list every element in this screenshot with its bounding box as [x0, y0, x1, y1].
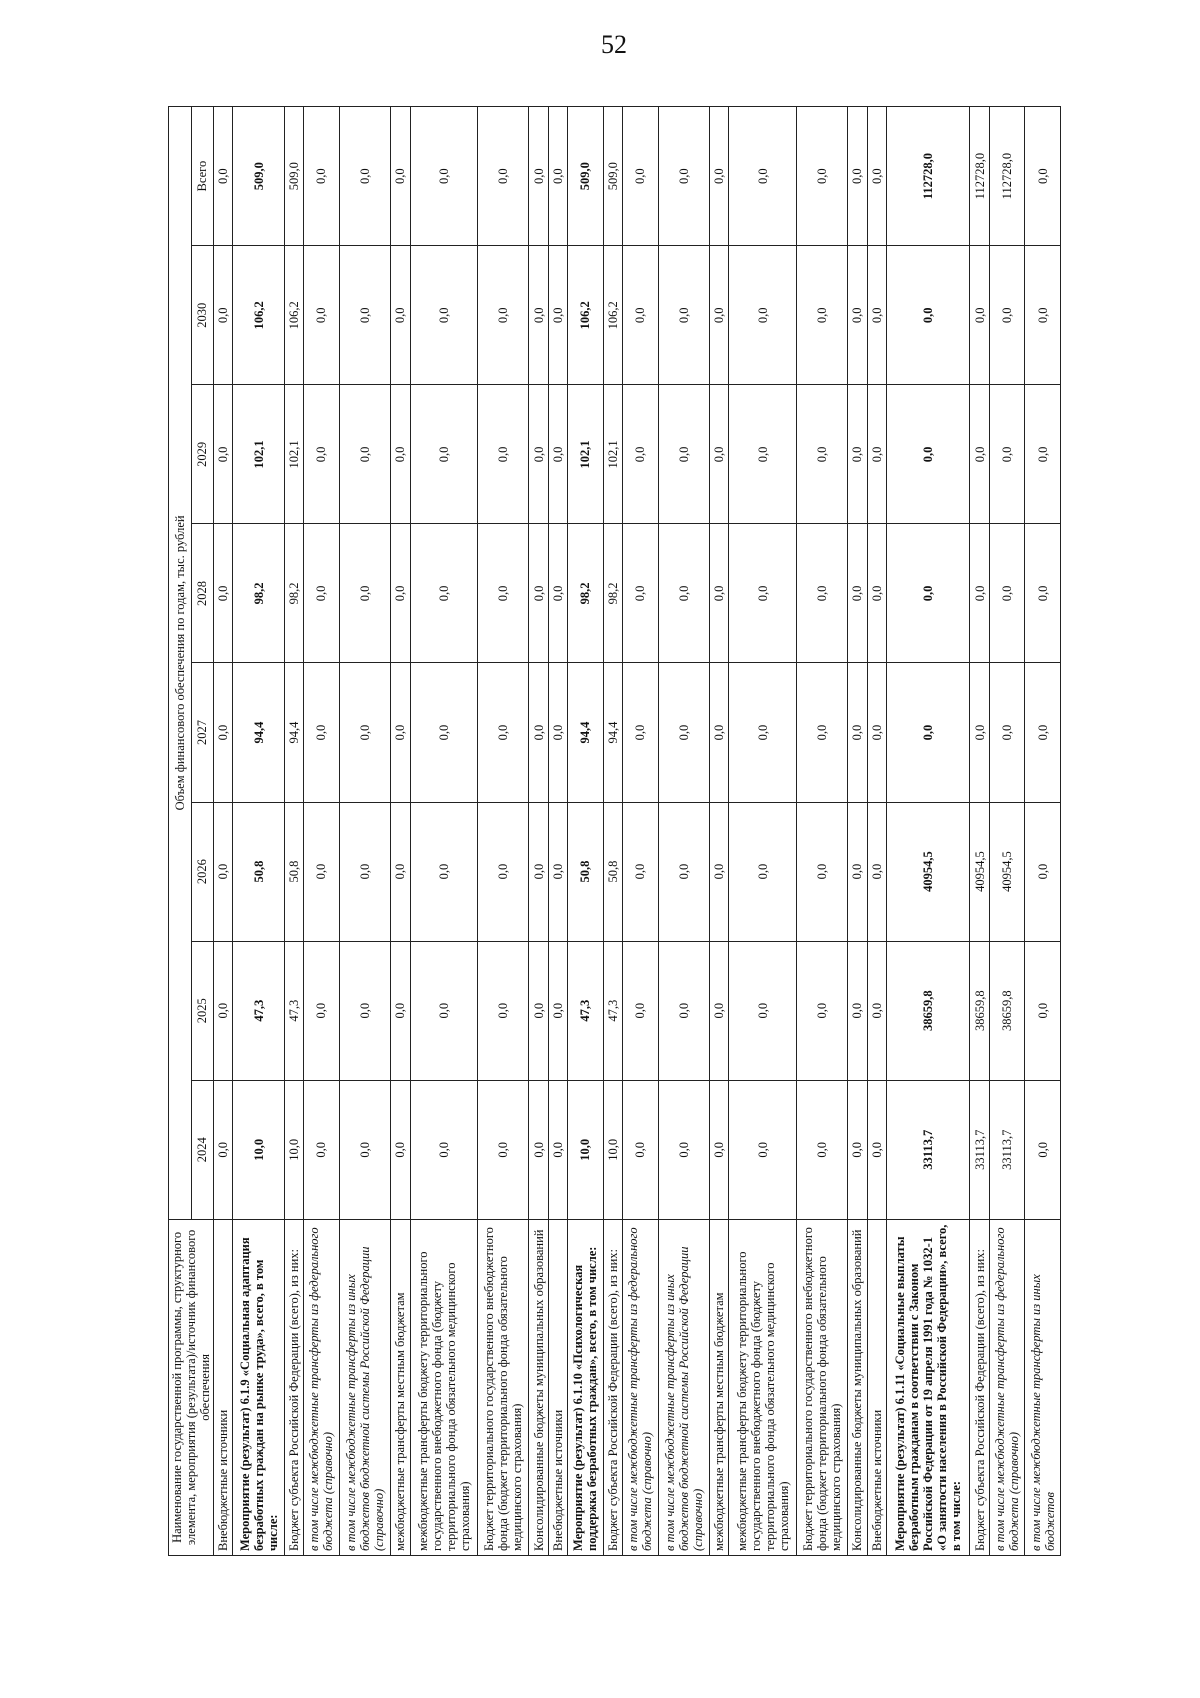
row-value: 0,0 — [214, 246, 233, 385]
row-value: 0,0 — [391, 246, 410, 385]
row-value: 10,0 — [568, 1080, 603, 1219]
row-value: 102,1 — [603, 385, 622, 524]
row-value: 0,0 — [658, 802, 709, 941]
row-value: 0,0 — [796, 802, 847, 941]
row-value: 47,3 — [568, 941, 603, 1080]
row-value: 0,0 — [989, 524, 1024, 663]
row-value: 0,0 — [410, 246, 477, 385]
header-year: 2025 — [191, 941, 214, 1080]
row-label: межбюджетные трансферты бюджету территориального государственного внебюджетного фонда (бюджету территориального фонда обязательного медицинского страхования) — [410, 1219, 477, 1555]
row-value: 0,0 — [867, 941, 886, 1080]
row-value: 0,0 — [339, 1080, 390, 1219]
row-value: 0,0 — [796, 524, 847, 663]
row-value: 112728,0 — [970, 107, 989, 246]
row-value: 0,0 — [623, 107, 658, 246]
row-label: Внебюджетные источники — [867, 1219, 886, 1555]
row-value: 0,0 — [548, 802, 567, 941]
row-value: 10,0 — [233, 1080, 284, 1219]
row-value: 50,8 — [284, 802, 303, 941]
row-value: 0,0 — [214, 107, 233, 246]
row-value: 40954,5 — [887, 802, 970, 941]
table-row — [304, 107, 339, 1556]
row-value: 0,0 — [848, 802, 867, 941]
row-value: 0,0 — [709, 1080, 728, 1219]
table-row — [796, 107, 847, 1556]
row-value: 10,0 — [603, 1080, 622, 1219]
row-value: 0,0 — [989, 246, 1024, 385]
table-row — [867, 107, 886, 1556]
row-value: 50,8 — [233, 802, 284, 941]
row-value: 0,0 — [391, 941, 410, 1080]
row-value: 0,0 — [623, 246, 658, 385]
row-value: 94,4 — [284, 663, 303, 802]
row-value: 0,0 — [658, 663, 709, 802]
row-value: 0,0 — [477, 107, 528, 246]
row-value: 0,0 — [887, 663, 970, 802]
rotated-table-container — [168, 106, 1057, 1556]
row-value: 0,0 — [339, 663, 390, 802]
row-value: 0,0 — [796, 107, 847, 246]
row-value: 0,0 — [304, 1080, 339, 1219]
row-value: 0,0 — [709, 663, 728, 802]
row-value: 102,1 — [284, 385, 303, 524]
row-value: 0,0 — [477, 524, 528, 663]
row-value: 0,0 — [1025, 246, 1061, 385]
row-value: 0,0 — [887, 246, 970, 385]
row-value: 0,0 — [410, 802, 477, 941]
row-value: 0,0 — [623, 802, 658, 941]
row-label: Внебюджетные источники — [548, 1219, 567, 1555]
row-value: 0,0 — [391, 1080, 410, 1219]
row-value: 0,0 — [796, 663, 847, 802]
row-label: в том числе межбюджетные трансферты из иных бюджетов — [1025, 1219, 1061, 1555]
row-value: 0,0 — [339, 385, 390, 524]
row-value: 33113,7 — [887, 1080, 970, 1219]
row-value: 0,0 — [989, 663, 1024, 802]
row-value: 0,0 — [304, 802, 339, 941]
row-value: 0,0 — [709, 802, 728, 941]
row-value: 0,0 — [848, 524, 867, 663]
row-value: 0,0 — [709, 246, 728, 385]
row-value: 0,0 — [867, 802, 886, 941]
row-value: 0,0 — [887, 524, 970, 663]
row-value: 0,0 — [709, 385, 728, 524]
table-row — [729, 107, 796, 1556]
row-label: Консолидированные бюджеты муниципальных образований — [529, 1219, 548, 1555]
row-value: 0,0 — [410, 524, 477, 663]
row-value: 0,0 — [658, 246, 709, 385]
row-value: 0,0 — [729, 524, 796, 663]
row-value: 0,0 — [529, 802, 548, 941]
row-value: 0,0 — [1025, 107, 1061, 246]
row-value: 0,0 — [709, 941, 728, 1080]
row-value: 0,0 — [1025, 941, 1061, 1080]
row-value: 0,0 — [729, 1080, 796, 1219]
header-year: 2027 — [191, 663, 214, 802]
row-value: 0,0 — [867, 524, 886, 663]
row-value: 0,0 — [658, 941, 709, 1080]
row-value: 112728,0 — [989, 107, 1024, 246]
table-row — [603, 107, 622, 1556]
table-row — [410, 107, 477, 1556]
row-value: 0,0 — [477, 663, 528, 802]
row-value: 40954,5 — [970, 802, 989, 941]
row-value: 0,0 — [658, 524, 709, 663]
row-value: 0,0 — [529, 524, 548, 663]
financing-table — [168, 106, 1061, 1556]
row-value: 0,0 — [623, 941, 658, 1080]
row-value: 0,0 — [529, 941, 548, 1080]
row-value: 0,0 — [623, 524, 658, 663]
row-value: 0,0 — [970, 663, 989, 802]
table-row — [848, 107, 867, 1556]
row-value: 0,0 — [391, 524, 410, 663]
row-value: 0,0 — [848, 385, 867, 524]
page-number: 52 — [601, 30, 627, 59]
row-label: Мероприятие (результат) 6.1.10 «Психологическая поддержка безработных граждан», всего, в том числе: — [568, 1219, 603, 1555]
row-value: 0,0 — [391, 802, 410, 941]
row-value: 38659,8 — [887, 941, 970, 1080]
row-value: 0,0 — [410, 1080, 477, 1219]
row-value: 0,0 — [729, 107, 796, 246]
row-value: 94,4 — [233, 663, 284, 802]
row-value: 0,0 — [658, 107, 709, 246]
row-value: 0,0 — [796, 246, 847, 385]
table-row — [658, 107, 709, 1556]
row-value: 33113,7 — [989, 1080, 1024, 1219]
table-row — [989, 107, 1024, 1556]
row-value: 0,0 — [304, 524, 339, 663]
row-value: 0,0 — [477, 1080, 528, 1219]
row-value: 0,0 — [214, 524, 233, 663]
header-year: 2029 — [191, 385, 214, 524]
row-value: 0,0 — [214, 385, 233, 524]
row-label: в том числе межбюджетные трансферты из федерального бюджета (справочно) — [304, 1219, 339, 1555]
row-value: 0,0 — [339, 524, 390, 663]
row-value: 106,2 — [603, 246, 622, 385]
row-value: 0,0 — [867, 1080, 886, 1219]
row-value: 0,0 — [339, 802, 390, 941]
row-value: 106,2 — [568, 246, 603, 385]
row-value: 0,0 — [729, 802, 796, 941]
row-label: Бюджет субъекта Российской Федерации (всего), из них: — [970, 1219, 989, 1555]
row-value: 38659,8 — [970, 941, 989, 1080]
row-value: 0,0 — [989, 385, 1024, 524]
row-value: 0,0 — [304, 246, 339, 385]
table-row — [391, 107, 410, 1556]
row-label: Мероприятие (результат) 6.1.9 «Социальная адаптация безработных граждан на рынке труда», всего, в том числе: — [233, 1219, 284, 1555]
row-value: 50,8 — [603, 802, 622, 941]
row-value: 0,0 — [339, 941, 390, 1080]
row-value: 94,4 — [603, 663, 622, 802]
row-label: Мероприятие (результат) 6.1.11 «Социальные выплаты безработным гражданам в соответствии с Законом Российской Федерации от 19 апреля 1991 года № 1032-1 «О занятости населения в Российской Федерации», всего, в том числе: — [887, 1219, 970, 1555]
row-value: 0,0 — [887, 385, 970, 524]
row-value: 0,0 — [410, 385, 477, 524]
row-value: 0,0 — [970, 524, 989, 663]
row-value: 0,0 — [848, 663, 867, 802]
table-row — [568, 107, 603, 1556]
row-value: 509,0 — [568, 107, 603, 246]
row-value: 0,0 — [796, 941, 847, 1080]
row-value: 0,0 — [410, 941, 477, 1080]
row-value: 0,0 — [848, 107, 867, 246]
row-value: 0,0 — [529, 1080, 548, 1219]
table-row — [529, 107, 548, 1556]
row-label: в том числе межбюджетные трансферты из иных бюджетов бюджетной системы Российской Федерации (справочно) — [658, 1219, 709, 1555]
table-row — [548, 107, 567, 1556]
row-value: 0,0 — [796, 1080, 847, 1219]
row-value: 0,0 — [729, 246, 796, 385]
row-label: Бюджет территориального государственного внебюджетного фонда (бюджет территориального фонда обязательного медицинского страхования) — [477, 1219, 528, 1555]
row-label: Консолидированные бюджеты муниципальных образований — [848, 1219, 867, 1555]
row-value: 0,0 — [623, 385, 658, 524]
row-label: межбюджетные трансферты местным бюджетам — [709, 1219, 728, 1555]
row-value: 0,0 — [1025, 1080, 1061, 1219]
row-value: 0,0 — [529, 385, 548, 524]
row-value: 0,0 — [729, 941, 796, 1080]
row-value: 0,0 — [477, 385, 528, 524]
row-value: 10,0 — [284, 1080, 303, 1219]
header-year: 2030 — [191, 246, 214, 385]
table-row — [339, 107, 390, 1556]
table-row — [284, 107, 303, 1556]
table-row — [477, 107, 528, 1556]
row-value: 112728,0 — [887, 107, 970, 246]
row-value: 0,0 — [477, 802, 528, 941]
row-value: 106,2 — [284, 246, 303, 385]
row-value: 0,0 — [623, 1080, 658, 1219]
row-value: 0,0 — [848, 246, 867, 385]
row-value: 0,0 — [477, 941, 528, 1080]
row-value: 50,8 — [568, 802, 603, 941]
row-value: 33113,7 — [970, 1080, 989, 1219]
row-value: 98,2 — [603, 524, 622, 663]
row-value: 0,0 — [867, 385, 886, 524]
row-value: 0,0 — [1025, 385, 1061, 524]
row-value: 47,3 — [233, 941, 284, 1080]
row-value: 0,0 — [548, 663, 567, 802]
row-value: 0,0 — [529, 663, 548, 802]
row-value: 0,0 — [709, 107, 728, 246]
row-value: 0,0 — [391, 107, 410, 246]
row-label: в том числе межбюджетные трансферты из федерального бюджета (справочно) — [989, 1219, 1024, 1555]
row-label: межбюджетные трансферты бюджету территориального государственного внебюджетного фонда (бюджету территориального фонда обязательного медицинского страхования) — [729, 1219, 796, 1555]
row-value: 102,1 — [568, 385, 603, 524]
row-value: 0,0 — [391, 385, 410, 524]
row-value: 0,0 — [729, 663, 796, 802]
row-value: 0,0 — [848, 1080, 867, 1219]
row-label: Бюджет субъекта Российской Федерации (всего), из них: — [284, 1219, 303, 1555]
row-value: 0,0 — [867, 663, 886, 802]
table-row — [709, 107, 728, 1556]
row-value: 0,0 — [796, 385, 847, 524]
row-value: 102,1 — [233, 385, 284, 524]
row-value: 0,0 — [867, 107, 886, 246]
row-value: 0,0 — [970, 385, 989, 524]
row-value: 0,0 — [1025, 524, 1061, 663]
header-total: Всего — [191, 107, 214, 246]
row-value: 0,0 — [548, 524, 567, 663]
row-value: 0,0 — [529, 107, 548, 246]
row-value: 47,3 — [284, 941, 303, 1080]
row-value: 0,0 — [548, 246, 567, 385]
row-value: 0,0 — [304, 941, 339, 1080]
row-value: 0,0 — [658, 1080, 709, 1219]
row-value: 0,0 — [658, 385, 709, 524]
row-value: 0,0 — [548, 1080, 567, 1219]
row-value: 98,2 — [568, 524, 603, 663]
row-value: 0,0 — [548, 941, 567, 1080]
header-name-column: Наименование государственной программы, структурного элемента, мероприятия (результата)/источник финансового обеспечения — [169, 1219, 214, 1555]
row-value: 47,3 — [603, 941, 622, 1080]
table-row — [233, 107, 284, 1556]
header-year: 2024 — [191, 1080, 214, 1219]
row-value: 0,0 — [1025, 663, 1061, 802]
row-value: 509,0 — [284, 107, 303, 246]
header-year: 2028 — [191, 524, 214, 663]
row-label: Бюджет субъекта Российской Федерации (всего), из них: — [603, 1219, 622, 1555]
row-value: 0,0 — [623, 663, 658, 802]
row-value: 0,0 — [848, 941, 867, 1080]
row-value: 0,0 — [214, 802, 233, 941]
row-value: 0,0 — [304, 107, 339, 246]
row-value: 0,0 — [214, 1080, 233, 1219]
table-row — [970, 107, 989, 1556]
row-value: 106,2 — [233, 246, 284, 385]
row-value: 38659,8 — [989, 941, 1024, 1080]
row-value: 509,0 — [233, 107, 284, 246]
row-value: 0,0 — [304, 385, 339, 524]
row-value: 0,0 — [391, 663, 410, 802]
row-value: 0,0 — [304, 663, 339, 802]
row-label: в том числе межбюджетные трансферты из иных бюджетов бюджетной системы Российской Федерации (справочно) — [339, 1219, 390, 1555]
row-value: 40954,5 — [989, 802, 1024, 941]
row-value: 0,0 — [529, 246, 548, 385]
row-value: 0,0 — [339, 107, 390, 246]
row-value: 0,0 — [214, 941, 233, 1080]
row-value: 94,4 — [568, 663, 603, 802]
row-value: 0,0 — [970, 246, 989, 385]
row-value: 98,2 — [233, 524, 284, 663]
row-value: 0,0 — [548, 385, 567, 524]
table-row — [887, 107, 970, 1556]
table-body — [214, 107, 1061, 1556]
row-value: 0,0 — [410, 663, 477, 802]
table-row — [1025, 107, 1061, 1556]
row-value: 0,0 — [1025, 802, 1061, 941]
row-value: 98,2 — [284, 524, 303, 663]
row-label: Бюджет территориального государственного внебюджетного фонда (бюджет территориального фонда обязательного медицинского страхования) — [796, 1219, 847, 1555]
table-row — [623, 107, 658, 1556]
row-value: 0,0 — [214, 663, 233, 802]
row-value: 509,0 — [603, 107, 622, 246]
row-value: 0,0 — [729, 385, 796, 524]
row-label: межбюджетные трансферты местным бюджетам — [391, 1219, 410, 1555]
row-value: 0,0 — [410, 107, 477, 246]
row-value: 0,0 — [339, 246, 390, 385]
row-value: 0,0 — [867, 246, 886, 385]
row-label: Внебюджетные источники — [214, 1219, 233, 1555]
row-value: 0,0 — [709, 524, 728, 663]
table-row — [214, 107, 233, 1556]
header-volume-group: Объем финансового обеспечения по годам, тыс. рублей — [169, 107, 192, 1220]
row-value: 0,0 — [477, 246, 528, 385]
row-label: в том числе межбюджетные трансферты из федерального бюджета (справочно) — [623, 1219, 658, 1555]
row-value: 0,0 — [548, 107, 567, 246]
header-year: 2026 — [191, 802, 214, 941]
